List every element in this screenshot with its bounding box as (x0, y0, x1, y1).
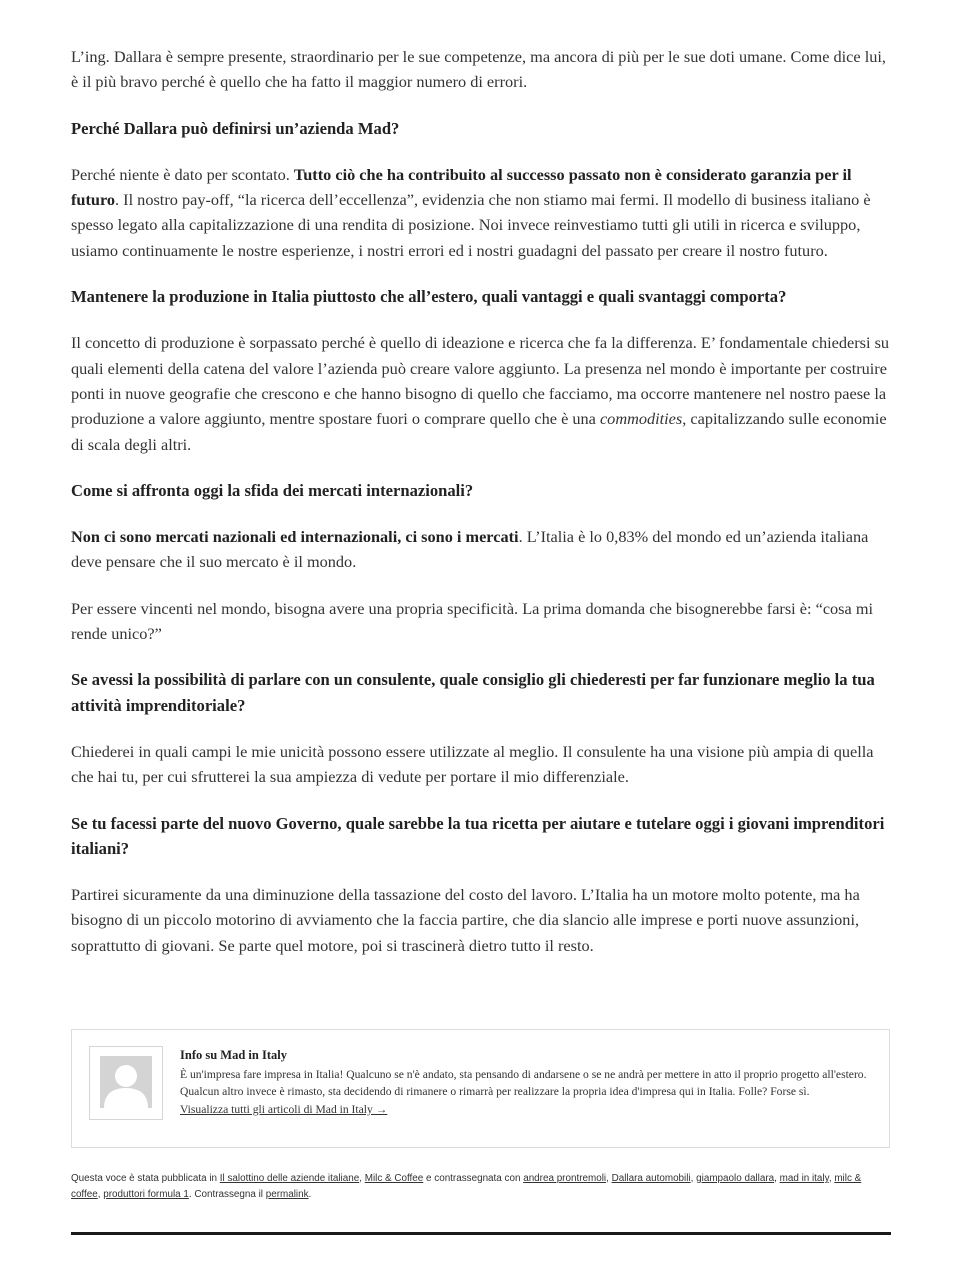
bottom-divider (71, 1232, 891, 1235)
answer-paragraph-3b: Per essere vincenti nel mondo, bisogna avere una propria specificità. La prima domanda che bisognerebbe farsi è: “cosa mi rende unico?” (71, 598, 874, 644)
answer-emphasis: Tutto ciò che ha contribuito al successo passato non è considerato garanzia per il futuro (71, 164, 852, 210)
question-heading-3: Come si affronta oggi la sfida dei mercati internazionali? (71, 480, 474, 500)
answer-paragraph-1 (71, 162, 896, 263)
avatar[interactable] (89, 1046, 163, 1120)
category-link[interactable]: Milc & Coffee (364, 1173, 424, 1184)
answer-paragraph-3 (71, 524, 896, 575)
answer-text: . L’Italia è lo 0,83% del mondo ed un’azienda italiana deve pensare che il suo mercato è il mondo. (71, 527, 869, 572)
meta-separator: , (97, 1189, 104, 1200)
question-heading-5: Se tu facessi parte del nuovo Governo, quale sarebbe la tua ricetta per aiutare e tutelare oggi i giovani imprenditori italiani? (71, 813, 885, 858)
user-silhouette-icon (100, 1056, 152, 1108)
tag-link[interactable]: mad in italy (779, 1173, 829, 1184)
question-heading-2: Mantenere la produzione in Italia piuttosto che all’estero, quali vantaggi e quali svantaggi comporta? (71, 287, 787, 307)
view-all-posts-link[interactable]: Visualizza tutti gli articoli di Mad in Italy → (180, 1102, 388, 1116)
author-title: Info su Mad in Italy (180, 1048, 287, 1062)
entry-meta (71, 1171, 886, 1203)
author-info-box (71, 1029, 890, 1148)
article-content (71, 44, 896, 979)
permalink-link[interactable]: permalink (265, 1189, 309, 1200)
answer-text: . Il nostro pay-off, “la ricerca dell’eccellenza”, evidenzia che non stiamo mai fermi. Il modello di business italiano è spesso legato alla capitalizzazione di una rendita di posizione. Noi invece reinvestiamo tutti gli utili in ricerca e sviluppo, usiamo continuamente le nostre esperienze, i nostri errori ed i nostri guadagni del passato per creare il nostro futuro. (71, 190, 871, 260)
tag-link[interactable]: giampaolo dallara (696, 1173, 775, 1184)
answer-text: , capitalizzando sulle economie di scala degli altri. (71, 409, 887, 454)
meta-separator: , (606, 1173, 612, 1184)
question-heading-4: Se avessi la possibilità di parlare con un consulente, quale consiglio gli chiederesti per far funzionare meglio la tua attività imprenditoriale? (71, 670, 875, 715)
answer-paragraph-5: Partirei sicuramente da una diminuzione della tassazione del costo del lavoro. L’Italia ha un motore molto potente, ma ha bisogno di un piccolo motorino di avviamento che la faccia partire, che dia slancio alle imprese e porti nuove assunzioni, soprattutto di giovani. Se parte quel motore, poi si trascinerà dietro tutto il resto. (71, 885, 860, 955)
author-bio: È un'impresa fare impresa in Italia! Qualcuno se n'è andato, sta pensando di andarsene o se ne andrà per mettere in atto il proprio progetto all'estero. Qualcun altro invece è rimasto, sta decidendo di rimanere o rimarrà per realizzare la propria idea d'impresa qui in Italia. Folle? Forse sì. (180, 1067, 867, 1099)
tag-link[interactable]: Dallara automobili (611, 1173, 691, 1184)
answer-emphasis: Non ci sono mercati nazionali ed internazionali, ci sono i mercati (71, 527, 519, 547)
answer-paragraph-4: Chiederei in quali campi le mie unicità possono essere utilizzate al meglio. Il consulente ha una visione più ampia di quella che hai tu, per cui sfrutterei la sua ampiezza di vedute per portare il mio differenziale. (71, 741, 874, 787)
meta-text: . (308, 1189, 312, 1200)
meta-separator: , (774, 1173, 780, 1184)
question-heading-1: Perché Dallara può definirsi un’azienda Mad? (71, 118, 400, 138)
meta-text: . Contrassegna il (188, 1189, 266, 1200)
answer-paragraph-2 (71, 330, 896, 456)
category-link[interactable]: Il salottino delle aziende italiane (219, 1173, 360, 1184)
tag-link[interactable]: produttori formula 1 (103, 1189, 189, 1200)
meta-text: Questa voce è stata pubblicata in (71, 1173, 220, 1184)
answer-text: Il concetto di produzione è sorpassato perché è quello di ideazione e ricerca che fa la differenza. E’ fondamentale chiedersi su quali elementi della catena del valore l’azienda può creare valore aggiunto. La presenza nel mondo è importante per costruire ponti in nuove geografie che crescono e che hanno bisogno di quello che facciamo, ma occorre mantenere nel nostro paese la produzione a valore aggiunto, mentre spostare fuori o comprare quello che è una (71, 333, 890, 429)
meta-separator: , (690, 1173, 697, 1184)
author-description (180, 1047, 870, 1118)
answer-italic: commodities (599, 409, 683, 429)
meta-separator: , (828, 1173, 835, 1184)
meta-text: e contrassegnata con (423, 1173, 524, 1184)
tag-link[interactable]: milc & coffee (71, 1173, 862, 1200)
meta-separator: , (359, 1173, 365, 1184)
paragraph-intro: L’ing. Dallara è sempre presente, straordinario per le sue competenze, ma ancora di più per le sue doti umane. Come dice lui, è il più bravo perché è quello che ha fatto il maggior numero di errori. (71, 47, 886, 92)
answer-text: Perché niente è dato per scontato. (71, 164, 294, 184)
tag-link[interactable]: andrea prontremoli (523, 1173, 607, 1184)
